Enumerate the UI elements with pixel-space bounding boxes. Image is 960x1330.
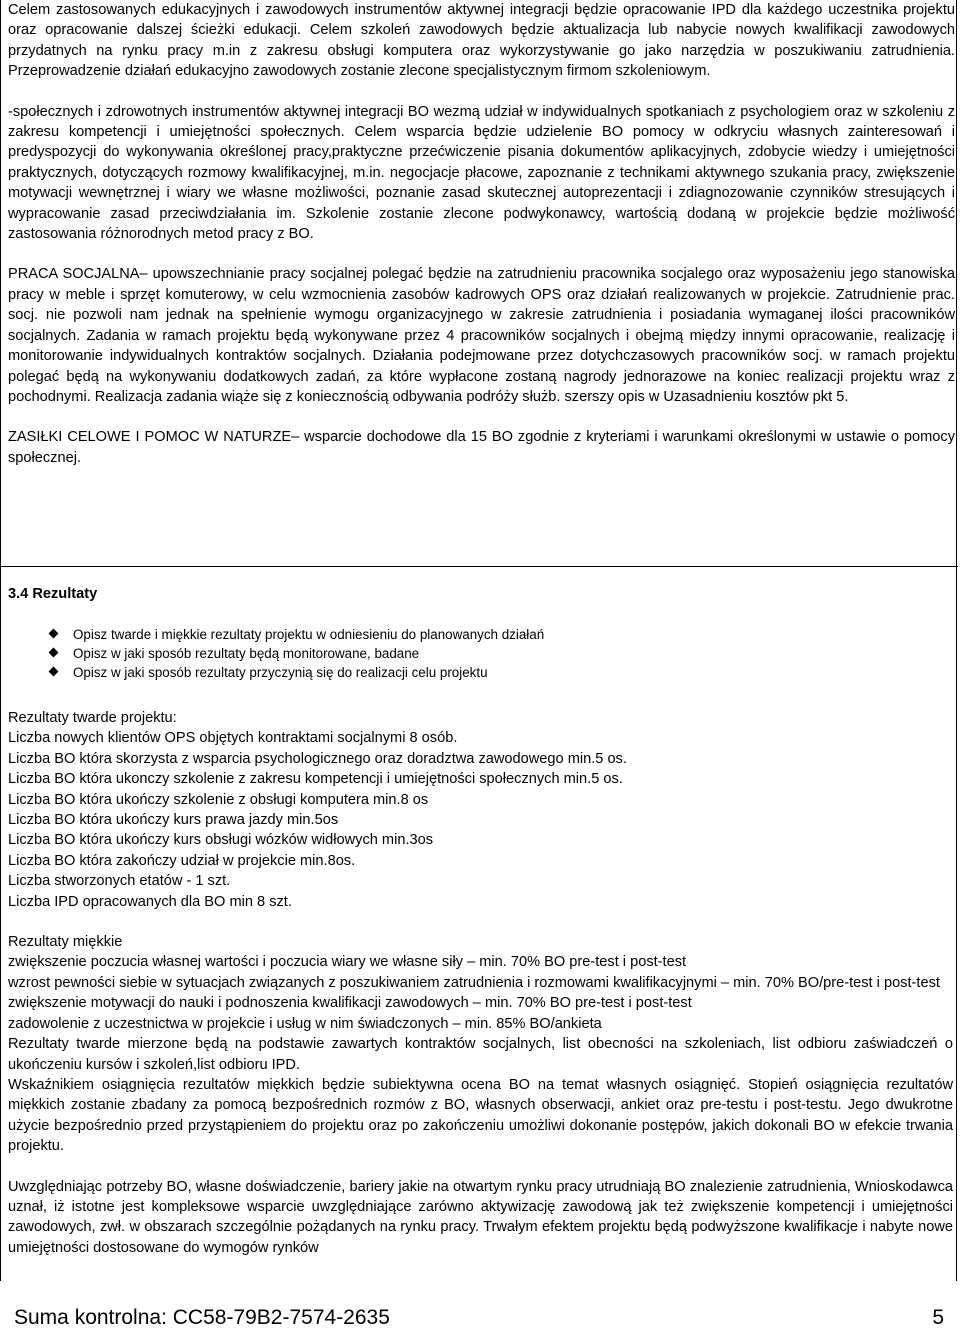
checksum-text: Suma kontrolna: CC58-79B2-7574-2635: [14, 1306, 390, 1329]
hard-result-line: Liczba BO która zakończy udział w projekcie min.8os.: [8, 852, 356, 869]
hard-result-line: Liczba IPD opracowanych dla BO min 8 szt.: [8, 893, 292, 910]
instruction-list: [50, 625, 544, 682]
closing-paragraph: Uwzględniając potrzeby BO, własne doświadczenie, bariery jakie na otwartym rynku pracy utrudniają BO znalezienie zatrudnienia, Wnioskodawca uznał, iż istotne jest kompleksowe wsparcie uwzględniające zarówno aktywizację zawodową jak też zwiększenie kompetencji i umiejętności zawodowych, zwł. w obszarach szczególnie pożądanych na rynku pracy. Trwałym efektem projektu będą podwyższone kwalifikacje i nabyte nowe umiejętności dostosowane do wymogów rynków: [8, 1178, 953, 1256]
hard-results-title: Rezultaty twarde projektu:: [8, 710, 177, 726]
paragraph-spoleczne: -społecznych i zdrowotnych instrumentów aktywnej integracji BO wezmą udział w indywidualnych spotkaniach z psychologiem oraz w szkoleniu z zakresu kompetencji i umiejętności społecznych. Celem wsparcia będzie udzielenie BO pomocy w odkryciu własnych zainteresowań i predyspozycji do wykonywania określonej pracy,praktyczne przećwiczenie pisania dokumentów aplikacyjnych, zdobycie wiedzy i umiejętności praktycznych, dotyczących rozmowy kwalifikacyjnej, m.in. negocjacje płacowe, zapoznanie z technikami aktywnego szukania pracy, zwiększenie motywacji wewnętrznej i wiary we własne możliwości, poznanie zasad skutecznej autoprezentacji i zdiagnozowanie czynników stresujących i wypracowanie zasad przeciwdziałania im. Szkolenie zostanie zlecone podwykonawcy, wartością dodaną w projekcie będzie możliwość zastosowania różnorodnych metod pracy z BO.: [8, 103, 955, 243]
instruction-item: Opisz w jaki sposób rezultaty będą monitorowane, badane: [50, 644, 544, 663]
results-body: [8, 708, 953, 1258]
diamond-bullet-icon: [49, 629, 59, 639]
section-title: 3.4 Rezultaty: [8, 586, 98, 602]
soft-result-line: Wskaźnikiem osiągnięcia rezultatów miękkich będzie subiektywna ocena BO na temat własnych osiągnięć. Stopień osiągnięcia rezultatów miękkich zostanie zbadany za pomocą bezpośrednich rozmów z BO, własnych obserwacji, ankiet oraz pre-testu i post-testu. Jego dwukrotne użycie bezpośrednio przed przystąpieniem do projektu oraz po zakończeniu umożliwi dokonanie postępów, jakich dokonali BO w efekcie trwania projektu.: [8, 1076, 953, 1155]
diamond-bullet-icon: [49, 667, 59, 677]
paragraph-zasilki: ZASIŁKI CELOWE I POMOC W NATURZE– wsparcie dochodowe dla 15 BO zgodnie z kryteriami i warunkami określonymi w ustawie o pomocy społecznej.: [8, 429, 955, 466]
hard-result-line: Liczba stworzonych etatów - 1 szt.: [8, 873, 231, 890]
hard-result-line: Liczba BO która skorzysta z wsparcia psychologicznego oraz doradztwa zawodowego min.5 os.: [8, 750, 627, 767]
paragraph-praca-socjalna: PRACA SOCJALNA– upowszechnianie pracy socjalnej polegać będzie na zatrudnieniu pracownika socjalego oraz wyposażeniu jego stanowiska pracy w meble i sprzęt komuterowy, w celu wzmocnienia zasobów kadrowych OPS oraz działań realizowanych w projekcie. Zatrudnienie prac. socj. nie pozwoli nam jednak na spełnienie wymogu organizacyjnego w zakresie zatrudnienia i posiadania wymaganej ilości pracowników socjalnych. Zadania w ramach projektu będą wykonywane przez 4 pracowników socjalnych i obejmą między innymi opracowanie, realizację i monitorowanie indywidualnych kontraktów socjalnych. Działania podejmowane przez dotychczasowych pracowników socj. w ramach projektu polegać będą na wykonywaniu dodatkowych zadań, za które wypłacone zostaną nagrody jednorazowe na koniec realizacji projektu wraz z pochodnymi. Realizacja zadania wiąże się z koniecznością odbywania podróży służb. szerszy opis w Uzasadnieniu kosztów pkt 5.: [8, 266, 955, 405]
page-footer: [14, 1306, 944, 1330]
diamond-bullet-icon: [49, 648, 59, 658]
hard-result-line: Liczba BO która ukonczy szkolenie z zakresu kompetencji i umiejętności społecznych min.5 os.: [8, 771, 623, 788]
soft-result-line: wzrost pewności siebie w sytuacjach związanych z poszukiwaniem zatrudnienia i rozmowami kwalifikacyjnymi – min. 70% BO/pre-test i post-test: [8, 974, 940, 991]
instruction-item: Opisz w jaki sposób rezultaty przyczynią się do realizacji celu projektu: [50, 663, 544, 682]
soft-result-line: Rezultaty twarde mierzone będą na podstawie zawartych kontraktów socjalnych, list obecności na szkoleniach, list odbioru zaświadczeń o ukończeniu kursów i szkoleń,list odbioru IPD.: [8, 1036, 953, 1073]
paragraph-edukacyjne: Celem zastosowanych edukacyjnych i zawodowych instrumentów aktywnej integracji będzie opracowanie IPD dla każdego uczestnika projektu oraz opracowanie dalszej ścieżki edukacji. Celem szkoleń zawodowych będzie aktualizacja lub nabycie nowych kwalifikacji zawodowych przydatnych na rynku pracy m.in z zakresu obsługi komputera oraz wykorzystywanie go jako narzędzia w poszukiwaniu zatrudnienia. Przeprowadzenie działań edukacyjno zawodowych zostanie zlecone specjalistycznym firmom szkoleniowym.: [8, 2, 955, 80]
page-number: 5: [932, 1306, 944, 1329]
hard-result-line: Liczba nowych klientów OPS objętych kontraktami socjalnymi 8 osób.: [8, 730, 458, 747]
instruction-item: Opisz twarde i miękkie rezultaty projektu w odniesieniu do planowanych działań: [50, 625, 544, 644]
hard-result-line: Liczba BO która ukończy kurs obsługi wózków widłowych min.3os: [8, 832, 434, 849]
upper-text-box: [1, 0, 958, 567]
hard-result-line: Liczba BO która ukończy kurs prawa jazdy min.5os: [8, 812, 339, 829]
soft-result-line: zwiększenie motywacji do nauki i podnoszenia kwalifikacji zawodowych – min. 70% BO pre-test i post-test: [8, 995, 692, 1012]
soft-result-line: zwiększenie poczucia własnej wartości i poczucia wiary we własne siły – min. 70% BO pre-test i post-test: [8, 954, 687, 971]
hard-result-line: Liczba BO która ukończy szkolenie z obsługi komputera min.8 os: [8, 791, 429, 808]
soft-result-line: zadowolenie z uczestnictwa w projekcie i usług w nim świadczonych – min. 85% BO/ankieta: [8, 1015, 602, 1032]
soft-results-title: Rezultaty miękkie: [8, 934, 123, 951]
